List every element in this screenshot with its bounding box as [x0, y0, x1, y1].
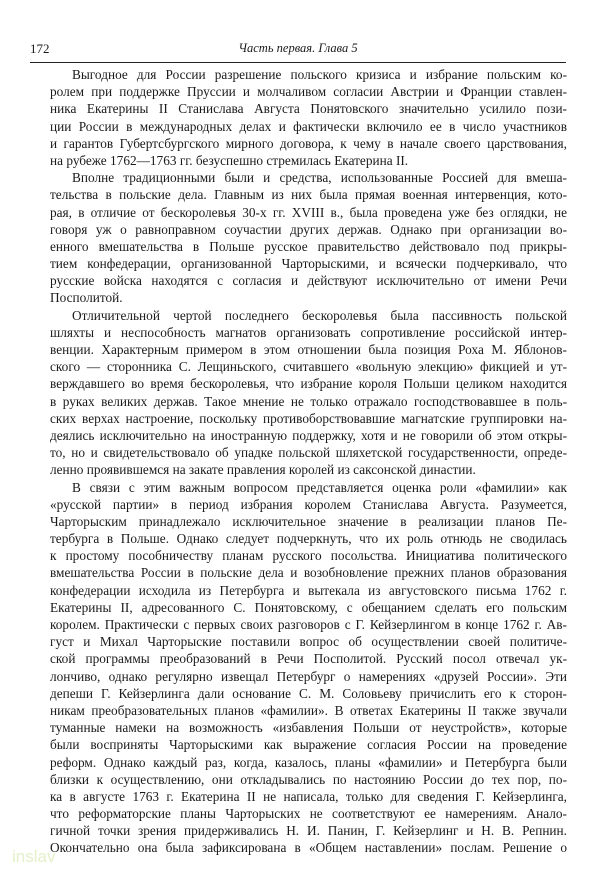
paragraph	[50, 66, 567, 169]
text-line: близки к осуществлению, они откладывались по настоянию России до тех пор, по-	[50, 771, 567, 787]
text-line: В связи с этим важным вопросом представляется оценка роли «фамилии» как	[72, 479, 567, 495]
text-line: тербурга в Польше. Однако следует подчеркнуть, что их роль отнюдь не сводилась	[50, 531, 567, 547]
text-line: были восприняты Чарторыскими как выражение согласия России на проведение	[50, 737, 567, 753]
text-line: ролем при поддержке Пруссии и молчаливом согласии Австрии и Франции ставлен-	[50, 84, 567, 100]
text-line: Выгодное для России разрешение польского кризиса и избрание польским ко-	[72, 67, 567, 82]
text-line: никам преобразовательных планов «фамилии». В ответах Екатерины II также звучали	[50, 702, 567, 718]
text-line: рая, в отличие от бескоролевья 30-х гг. XVIII в., была проведена уже без оглядки, не	[50, 204, 567, 220]
text-line: ских верхах настроение, поскольку противоборствовавшие магнатские группировки на-	[50, 410, 567, 426]
running-header	[30, 41, 566, 61]
text-line: енного вмешательства в Польше русское правительство действовало под прикры-	[50, 238, 567, 254]
text-line: Вполне традиционными были и средства, использованные Россией для вмеша-	[72, 170, 567, 186]
text-line: вмешательства России в польские дела и возобновление прежних планов образования	[50, 565, 567, 581]
text-line: верждавшего во время бескоролевья, что избрание короля Польши целиком находится	[50, 376, 567, 392]
text-line: на рубеже 1762—1763 гг. безуспешно стремилась Екатерина II.	[50, 152, 409, 168]
text-line: что реформаторские планы Чарторыских не соответствуют ее намерениям. Анало-	[50, 806, 567, 822]
text-line: реформ. Однако каждый раз, когда, казалось, планы «фамилии» и Петербурга были	[50, 754, 567, 770]
text-line: Отличительной чертой последнего бескоролевья была пассивность польской	[72, 307, 567, 323]
paragraph	[50, 479, 567, 857]
page-body-text	[50, 66, 567, 857]
text-line: ского — сторонника С. Лещиньского, считавшего «вольную элекцию» фикцией и ут-	[50, 359, 567, 375]
text-line: «русской партии» в период избрания королем Станислава Августа. Разумеется,	[50, 496, 567, 512]
text-line: Чарторыским принадлежало исключительное значение в реализации планов Пе-	[50, 513, 567, 529]
text-line: депеши Г. Кейзерлинга дали основание С. М. Соловьеву причислить его к сторон-	[50, 685, 567, 701]
text-line: к простому пособничеству планам русского посольства. Инициатива политического	[50, 548, 567, 564]
text-line: шляхты и неспособность магнатов организовать сопротивление российской интер-	[50, 324, 567, 340]
paragraph	[50, 307, 567, 479]
text-line: ника Екатерины II Станислава Августа Понятовского значительно усилило пози-	[50, 101, 567, 117]
text-line: ленно проявившемся на закате правления королей из саксонской династии.	[50, 462, 476, 478]
paragraph	[50, 169, 567, 307]
text-line: гичной точки зрения придерживались Н. И. Панин, Г. Кейзерлинг и Н. В. Репнин.	[50, 823, 567, 839]
text-line: то, но и свидетельствовало об упадке польской шляхетской государственности, опреде-	[50, 445, 567, 461]
text-line: деялись исключительно на иностранную поддержку, хотя и не говорили об этом откры-	[50, 427, 567, 443]
text-line: Екатерины II, адресованного С. Понятовскому, с обещанием сделать его польским	[50, 599, 567, 615]
text-line: ции России в международных делах и фактически включило ее в число участников	[50, 118, 567, 134]
text-line: туманные намеки на возможность «избавления Польши от неустройств», которые	[50, 720, 567, 736]
watermark: inslav	[12, 847, 56, 866]
text-line: в руках великих держав. Такое мнение не только отражало господствовавшее в поль-	[50, 393, 567, 409]
text-line: русские войска находятся с согласия и действуют исключительно от имени Речи	[50, 273, 567, 289]
text-line: венции. Характерным примером в этом отношении была позиция Роха М. Яблонов-	[50, 342, 567, 357]
text-line: лончиво, однако регулярно извещал Петербург о намерениях «друзей России». Эти	[50, 668, 567, 684]
text-line: королем. Практически с первых своих разговоров с Г. Кейзерлингом в конце 1762 г. Ав-	[50, 617, 567, 632]
text-line: и гарантов Губертсбургского мирного договора, к чему в начале своего царствования,	[50, 135, 567, 151]
header-rule	[30, 62, 566, 63]
text-line: говоря уж о равноправном соучастии других держав. Однако при организации во-	[50, 221, 567, 237]
text-line: конфедерации исходила из Петербурга и вытекала из августовского письма 1762 г.	[50, 582, 567, 598]
text-line: ка в августе 1763 г. Екатерина II не написала, только для сведения Г. Кейзерлинга,	[50, 788, 567, 804]
text-line: ской программы преобразований в Речи Посполитой. Русский посол отвечал ук-	[50, 651, 567, 667]
page-number: 172	[30, 41, 50, 56]
text-line: тием конфедерации, организованной Чарторыскими, и всячески подчеркивало, что	[50, 256, 567, 272]
text-line: Посполитой.	[50, 290, 123, 306]
text-line: Окончательно она была зафиксирована в «Общем наставлении» послам. Решение о	[50, 840, 567, 856]
text-line: густ и Михал Чарторыские поставили вопрос об осуществлении своей политиче-	[50, 634, 567, 650]
text-line: тельства в польские дела. Главным из них была прямая военная интервенция, кото-	[50, 187, 567, 203]
running-title: Часть первая. Глава 5	[238, 41, 358, 55]
